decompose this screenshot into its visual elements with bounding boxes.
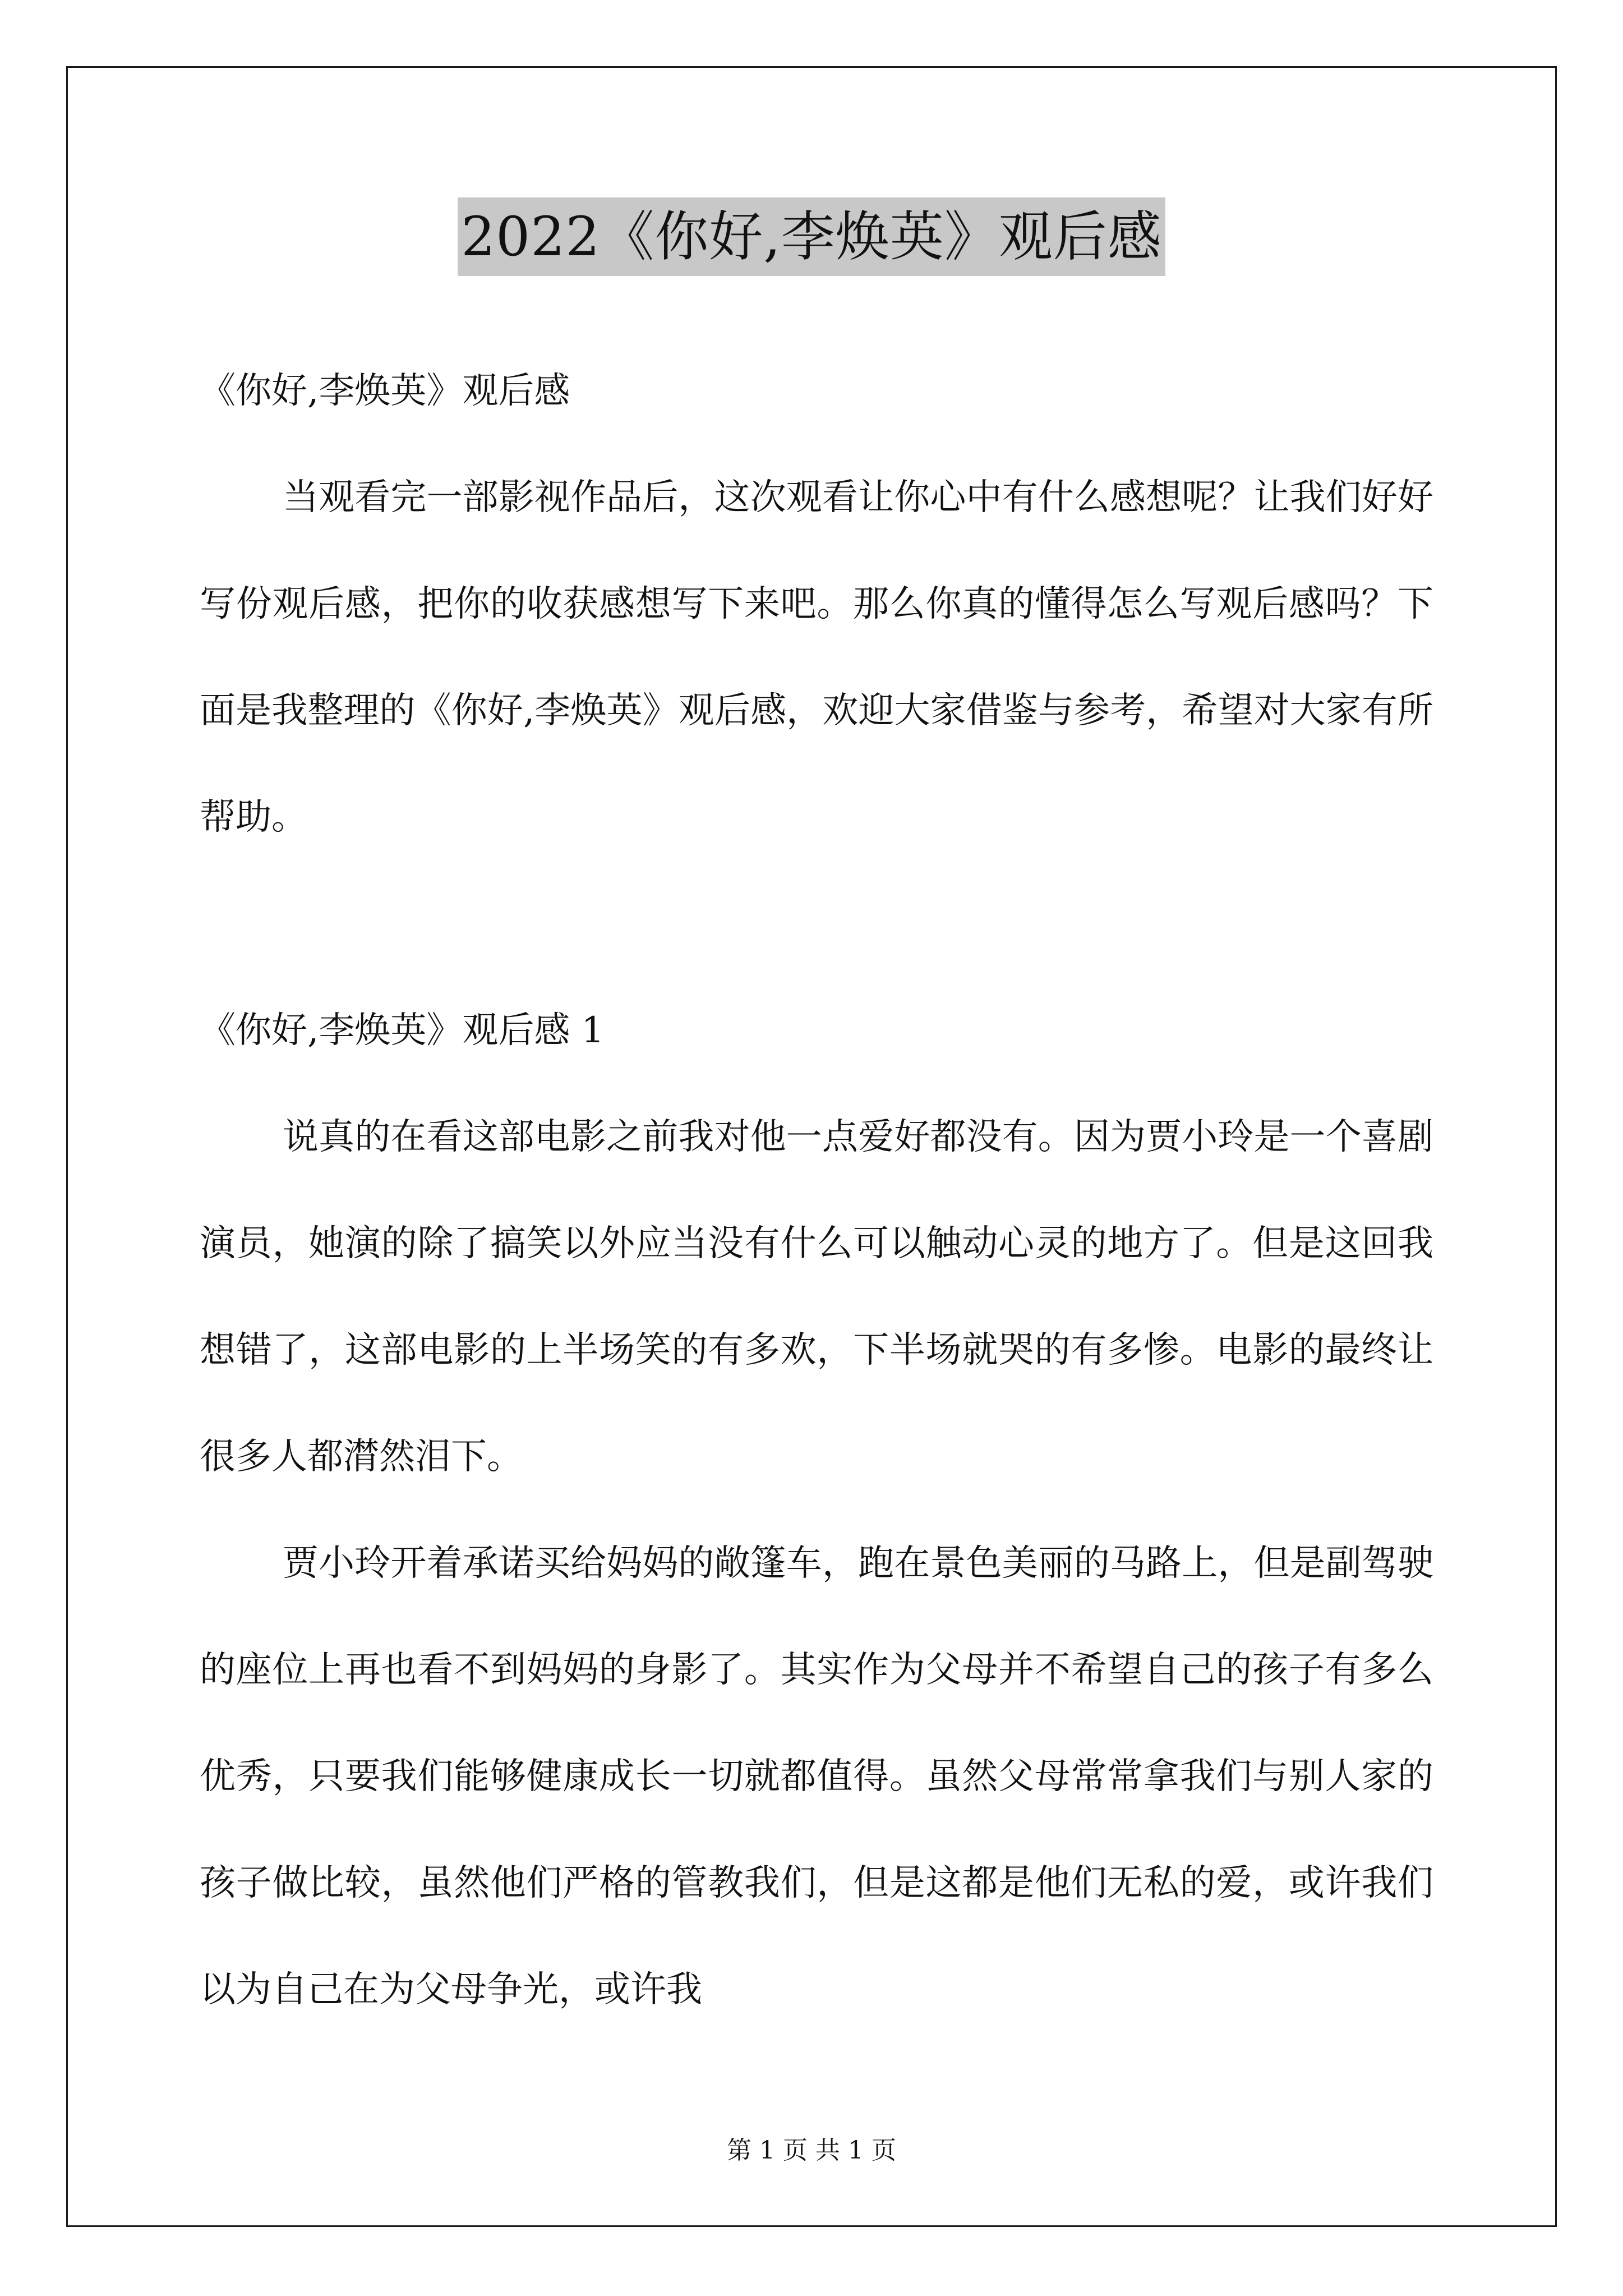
section-heading: 《你好,李焕英》观后感 1 [200,1010,605,1051]
page-footer: 第 1 页 共 1 页 [727,2136,896,2165]
document-body [200,338,1433,2043]
intro-heading: 《你好,李焕英》观后感 [200,370,570,412]
title-container [0,197,1623,276]
intro-paragraph: 当观看完一部影视作品后，这次观看让你心中有什么感想呢？让我们好好写份观后感，把你的收获感想写下来吧。那么你真的懂得怎么写观后感吗？下面是我整理的《你好,李焕英》观后感，欢迎大家借鉴与参考，希望对大家有所帮助。 [200,477,1433,838]
document-title: 2022《你好,李焕英》观后感 [458,197,1165,276]
body-paragraph-1: 说真的在看这部电影之前我对他一点爱好都没有。因为贾小玲是一个喜剧演员，她演的除了搞笑以外应当没有什么可以触动心灵的地方了。但是这回我想错了，这部电影的上半场笑的有多欢，下半场就哭的有多惨。电影的最终让很多人都潸然泪下。 [200,1116,1433,1478]
section-spacer [200,871,1433,977]
body-paragraph-2: 贾小玲开着承诺买给妈妈的敞篷车，跑在景色美丽的马路上，但是副驾驶的座位上再也看不到妈妈的身影了。其实作为父母并不希望自己的孩子有多么优秀，只要我们能够健康成长一切就都值得。虽然父母常常拿我们与别人家的孩子做比较，虽然他们严格的管教我们，但是这都是他们无私的爱，或许我们以为自己在为父母争光，或许我 [200,1543,1433,2010]
